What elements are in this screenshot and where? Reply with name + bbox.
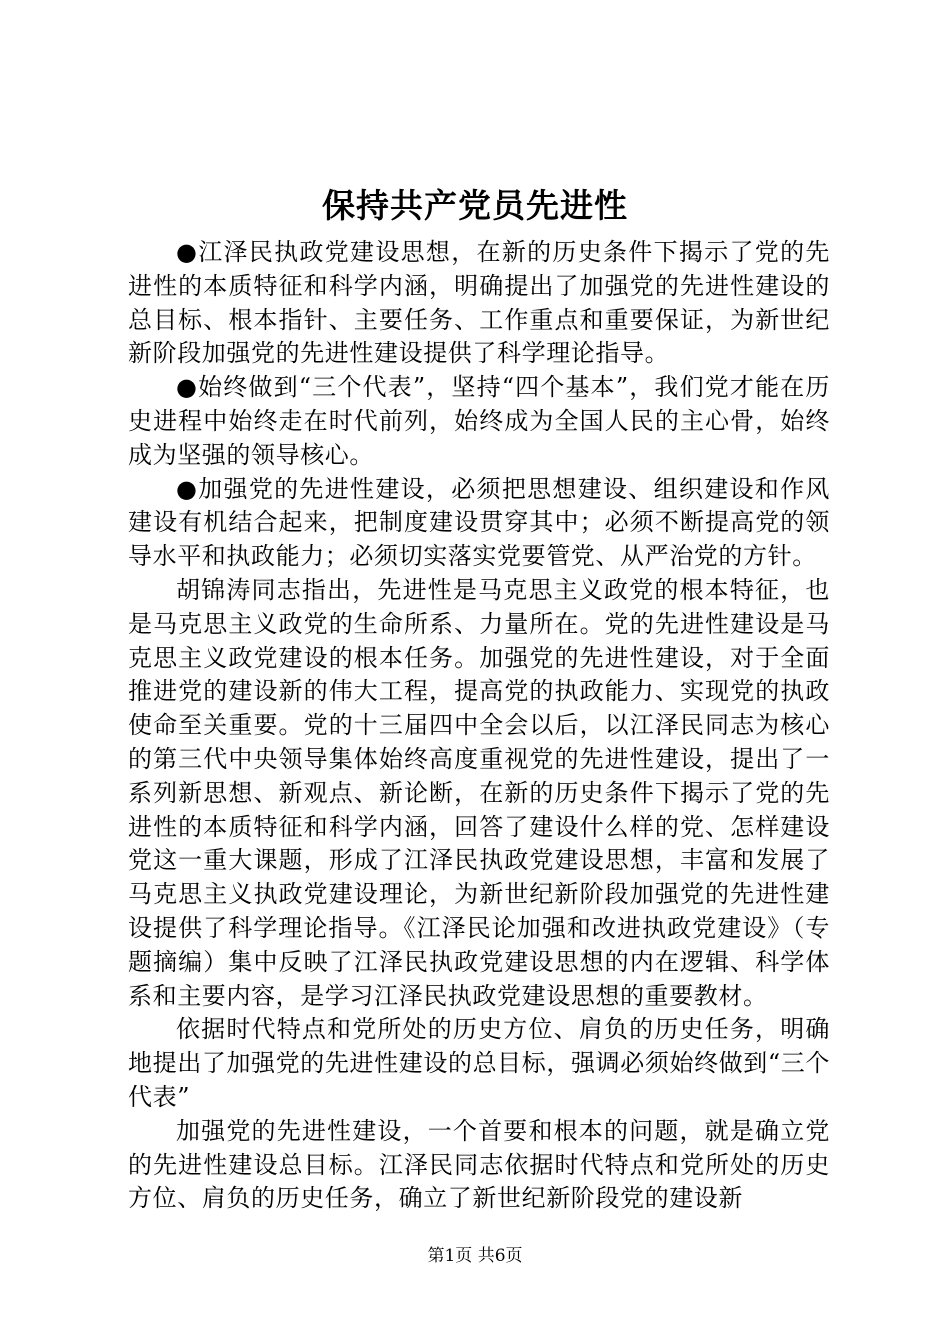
document-body	[128, 236, 830, 1216]
paragraph-4: 胡锦涛同志指出，先进性是马克思主义政党的根本特征，也是马克思主义政党的生命所系、力量所在。党的先进性建设是马克思主义政党建设的根本任务。加强党的先进性建设，对于全面推进党的建设新的伟大工程，提高党的执政能力、实现党的执政使命至关重要。党的十三届四中全会以后，以江泽民同志为核心的第三代中央领导集体始终高度重视党的先进性建设，提出了一系列新思想、新观点、新论断，在新的历史条件下揭示了党的先进性的本质特征和科学内涵，回答了建设什么样的党、怎样建设党这一重大课题，形成了江泽民执政党建设思想，丰富和发展了马克思主义执政党建设理论，为新世纪新阶段加强党的先进性建设提供了科学理论指导。《江泽民论加强和改进执政党建设》（专题摘编）集中反映了江泽民执政党建设思想的内在逻辑、科学体系和主要内容，是学习江泽民执政党建设思想的重要教材。	[128, 575, 830, 1010]
paragraph-1: ●江泽民执政党建设思想，在新的历史条件下揭示了党的先进性的本质特征和科学内涵，明确提出了加强党的先进性建设的总目标、根本指针、主要任务、工作重点和重要保证，为新世纪新阶段加强党的先进性建设提供了科学理论指导。	[128, 238, 830, 368]
paragraph-6: 加强党的先进性建设，一个首要和根本的问题，就是确立党的先进性建设总目标。江泽民同志依据时代特点和党所处的历史方位、肩负的历史任务，确立了新世纪新阶段党的建设新	[128, 1116, 830, 1213]
page-number-footer: 第1页 共6页	[427, 1246, 523, 1266]
document-title: 保持共产党员先进性	[322, 186, 628, 225]
paragraph-2: ●始终做到“三个代表”，坚持“四个基本”，我们党才能在历史进程中始终走在时代前列，始终成为全国人民的主心骨，始终成为坚强的领导核心。	[128, 373, 830, 469]
paragraph-3: ●加强党的先进性建设，必须把思想建设、组织建设和作风建设有机结合起来，把制度建设贯穿其中；必须不断提高党的领导水平和执政能力；必须切实落实党要管党、从严治党的方针。	[128, 474, 830, 571]
paragraph-5: 依据时代特点和党所处的历史方位、肩负的历史任务，明确地提出了加强党的先进性建设的总目标，强调必须始终做到“三个代表”	[128, 1015, 830, 1111]
